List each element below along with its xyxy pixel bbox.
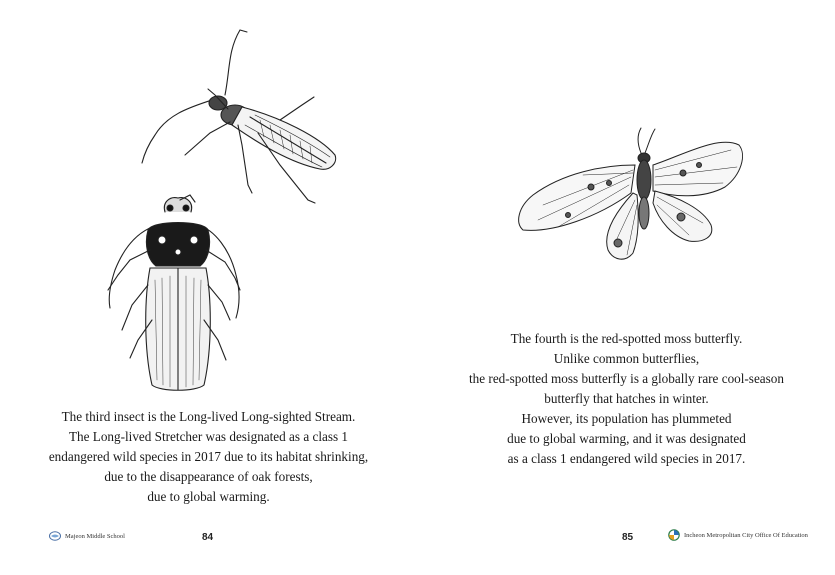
longhorn-beetle-illustration-vertical bbox=[100, 190, 250, 400]
office-footer bbox=[668, 529, 808, 541]
caption-line: the red-spotted moss butterfly is a globally rare cool-season bbox=[469, 371, 784, 386]
caption-line: endangered wild species in 2017 due to its habitat shrinking, bbox=[48, 449, 369, 464]
caption-line: The Long-lived Stretcher was designated as a class 1 bbox=[68, 429, 349, 444]
red-spotted-butterfly-illustration bbox=[513, 125, 748, 265]
caption-line: butterfly that hatches in winter. bbox=[544, 391, 709, 406]
left-caption bbox=[20, 407, 397, 507]
caption-line: due to global warming, and it was designated bbox=[507, 431, 746, 446]
school-name: Majeon Middle School bbox=[65, 532, 125, 540]
longhorn-beetle-illustration-diagonal bbox=[130, 25, 350, 215]
office-logo-icon bbox=[668, 529, 680, 541]
caption-line: Unlike common butterflies, bbox=[553, 351, 700, 366]
page-number: 84 bbox=[202, 532, 214, 543]
page-number: 85 bbox=[622, 532, 634, 543]
caption-line: due to the disappearance of oak forests, bbox=[104, 469, 313, 484]
right-page bbox=[418, 0, 835, 575]
right-caption bbox=[438, 329, 815, 469]
school-footer bbox=[49, 531, 125, 541]
office-name: Incheon Metropolitan City Office Of Education bbox=[684, 531, 808, 539]
caption-line: The fourth is the red-spotted moss butterfly. bbox=[510, 331, 743, 346]
caption-line: due to global warming. bbox=[147, 489, 270, 504]
caption-line: as a class 1 endangered wild species in 2017. bbox=[507, 451, 746, 466]
caption-line: The third insect is the Long-lived Long-sighted Stream. bbox=[61, 409, 356, 424]
left-page bbox=[0, 0, 417, 575]
caption-line: However, its population has plummeted bbox=[521, 411, 732, 426]
school-logo-icon bbox=[49, 531, 61, 541]
